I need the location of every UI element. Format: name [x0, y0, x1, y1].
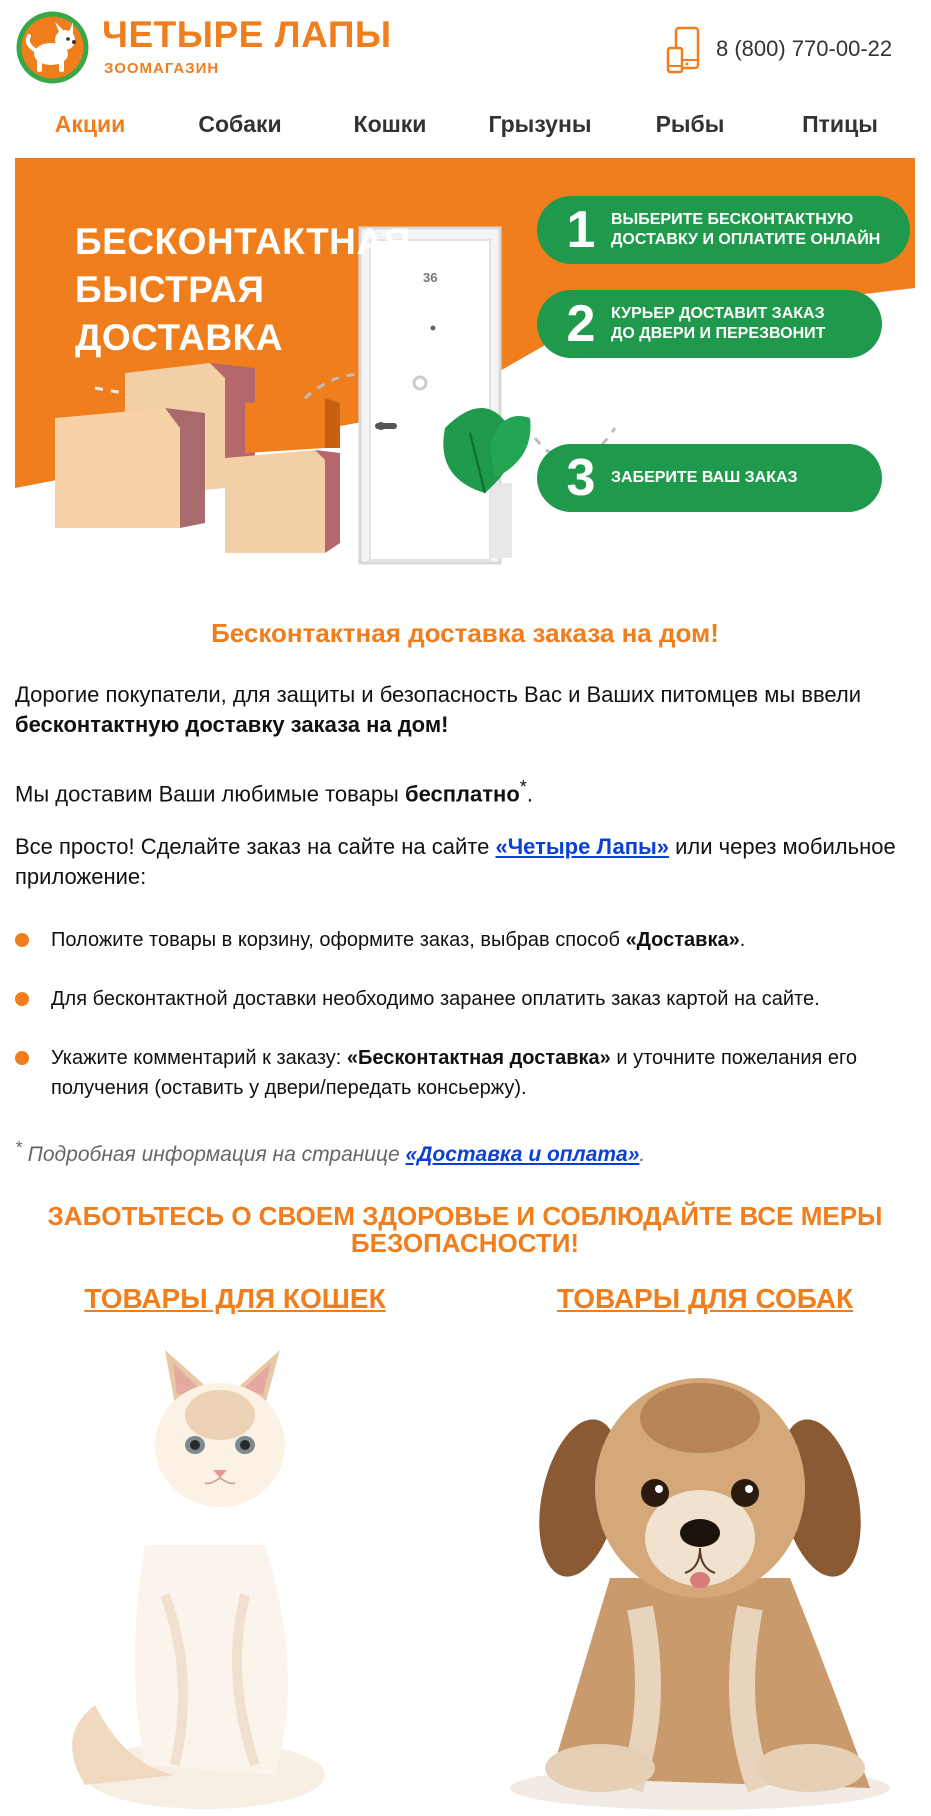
header: [0, 0, 931, 98]
bullet-text: Укажите комментарий к заказу:: [51, 1047, 347, 1069]
list-item: [15, 1043, 915, 1103]
step-text-line-2: ДОСТАВКУ И ОПЛАТИТЕ ОНЛАЙН: [611, 231, 881, 248]
store-link[interactable]: «Четыре Лапы»: [495, 834, 670, 859]
safety-title: ЗАБОТЬТЕСЬ О СВОЕМ ЗДОРОВЬЕ И СОБЛЮДАЙТЕ ВСЕ МЕРЫ БЕЗОПАСНОСТИ!: [47, 1201, 883, 1258]
nav-item-dogs[interactable]: Собаки: [198, 111, 282, 137]
bullet-dot: [15, 992, 29, 1006]
step-text-line-1: КУРЬЕР ДОСТАВИТ ЗАКАЗ: [611, 305, 825, 322]
nav-item-promotions[interactable]: Акции: [54, 111, 126, 137]
paragraph-intro: [15, 680, 915, 740]
content-title: Бесконтактная доставка заказа на дом!: [211, 618, 719, 648]
phone-icon: [666, 26, 702, 74]
step-number: 2: [566, 295, 596, 353]
delivery-payment-link[interactable]: «Доставка и оплата»: [405, 1143, 640, 1166]
banner-headline-line-2: БЫСТРАЯ: [75, 269, 265, 310]
delivery-banner[interactable]: [15, 158, 915, 573]
bullet-text: Для бесконтактной доставки необходимо заранее оплатить заказ картой на сайте.: [51, 988, 820, 1010]
dog-products-link[interactable]: ТОВАРЫ ДЛЯ СОБАК: [556, 1283, 854, 1314]
footnote: [15, 1137, 915, 1167]
dog-image[interactable]: [490, 1348, 910, 1813]
step-number: 1: [566, 201, 596, 259]
paragraph-free: [15, 772, 915, 809]
bullet-bold: «Бесконтактная доставка»: [346, 1047, 611, 1069]
footnote-star: *: [15, 1137, 22, 1157]
phone-number[interactable]: 8 (800) 770-00-22: [716, 36, 893, 61]
bullet-text: Положите товары в корзину, оформите заказ, выбрав способ: [51, 929, 626, 951]
bullet-dot: [15, 933, 29, 947]
list-item: [15, 925, 915, 955]
dog-logo-icon[interactable]: [15, 10, 90, 85]
cat-products-link[interactable]: ТОВАРЫ ДЛЯ КОШЕК: [84, 1283, 386, 1314]
footnote-end: .: [639, 1143, 646, 1166]
bullet-bold: «Доставка»: [625, 929, 740, 951]
paragraph-text: Дорогие покупатели, для защиты и безопасность Вас и Ваших питомцев мы ввели: [15, 682, 862, 707]
banner-headline-line-3: ДОСТАВКА: [75, 317, 283, 358]
cat-image[interactable]: [55, 1345, 395, 1810]
step-text: [611, 304, 825, 344]
banner-headline-line-1: БЕСКОНТАКТНАЯ: [75, 221, 411, 262]
banner-step-1: [537, 196, 910, 264]
footnote-star: *: [519, 776, 527, 797]
brand-title[interactable]: ЧЕТЫРЕ ЛАПЫ: [102, 14, 392, 55]
bullet-end: .: [739, 929, 746, 951]
paragraph-howto: [15, 832, 915, 892]
nav-item-fish[interactable]: Рыбы: [655, 111, 725, 137]
step-text-line-1: ЗАБЕРИТЕ ВАШ ЗАКАЗ: [611, 469, 798, 486]
paragraph-end: или через мобильное приложение:: [15, 834, 896, 889]
brand-subtitle: ЗООМАГАЗИН: [104, 60, 220, 77]
paragraph-end: .: [526, 781, 534, 807]
door-number: 36: [423, 270, 438, 285]
step-text: [611, 468, 798, 488]
bullet-dot: [15, 1051, 29, 1065]
nav-item-cats[interactable]: Кошки: [353, 111, 427, 137]
banner-step-3: [537, 444, 882, 512]
bullet-end: и уточните пожелания его получения (оставить у двери/передать консьержу).: [51, 1047, 858, 1099]
step-number: 3: [566, 449, 596, 507]
banner-headline: [75, 218, 411, 362]
nav-item-birds[interactable]: Птицы: [802, 111, 878, 137]
paragraph-bold: бесплатно: [404, 781, 520, 807]
nav-item-rodents[interactable]: Грызуны: [488, 111, 592, 137]
footnote-text: Подробная информация на странице: [21, 1143, 406, 1166]
paragraph-bold: бесконтактную доставку заказа на дом!: [15, 712, 449, 737]
step-text: [611, 210, 880, 250]
paragraph-text: Мы доставим Ваши любимые товары: [15, 781, 405, 807]
main-nav: [15, 104, 915, 144]
step-text-line-2: ДО ДВЕРИ И ПЕРЕЗВОНИТ: [611, 325, 826, 342]
step-text-line-1: ВЫБЕРИТЕ БЕСКОНТАКТНУЮ: [611, 211, 854, 228]
paragraph-text: Все просто! Сделайте заказ на сайте на сайте: [15, 834, 496, 859]
list-item: [15, 984, 915, 1014]
banner-step-2: [537, 290, 882, 358]
